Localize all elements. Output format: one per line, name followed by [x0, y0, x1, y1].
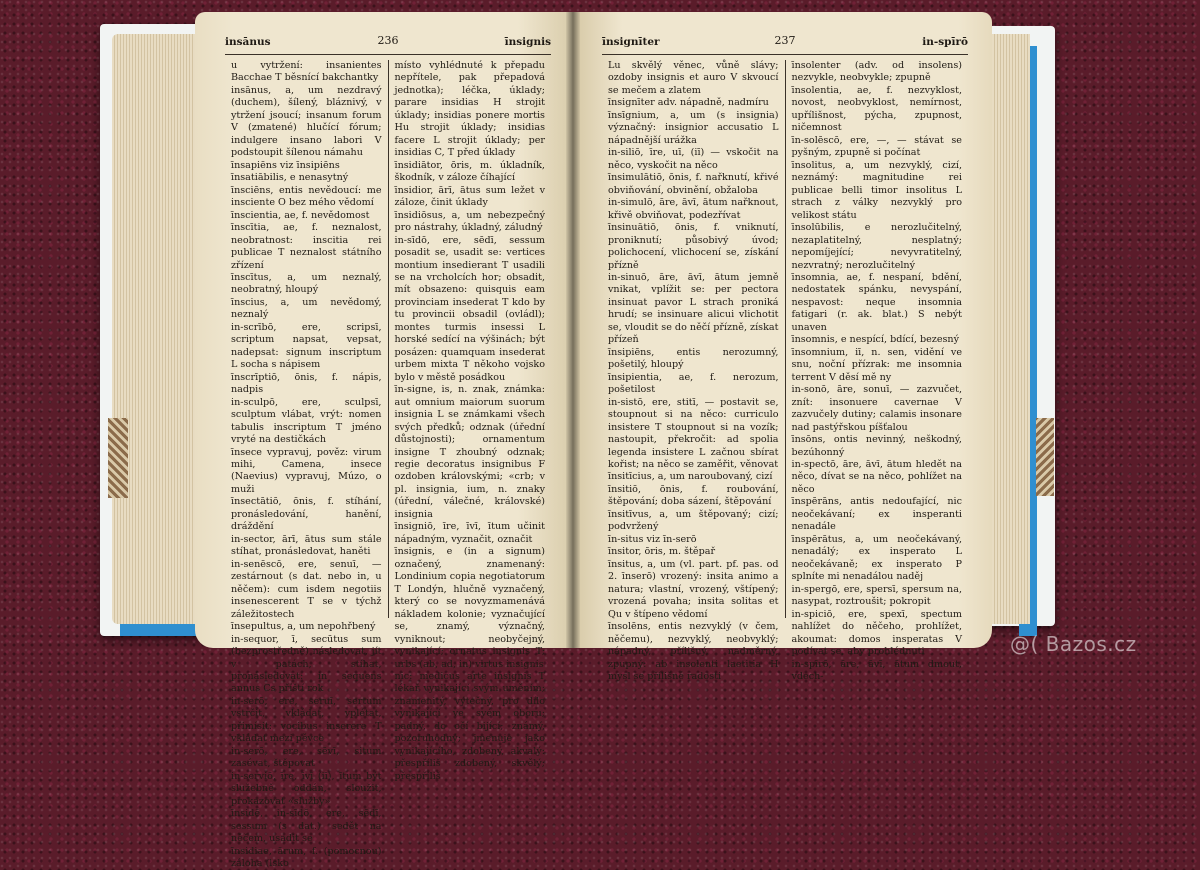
- left-page-header: [225, 34, 551, 52]
- right-page-column-1: [602, 60, 785, 682]
- dictionary-entry: īnsitīvus, a, um štěpovaný; cizí; podvržený: [608, 508, 779, 533]
- right-header-rule: [602, 54, 968, 55]
- dictionary-entry: in-serō, ere, sēvī, situm zasévat, štěpovat: [231, 745, 382, 770]
- dictionary-entry: īnsolentia, ae, f. nezvyklost, novost, neobvyklost, nemírnost, upřílišnost, pýcha, zpupnost, ničemnost: [791, 84, 962, 134]
- left-page-edges: [112, 34, 202, 624]
- dictionary-entry: īnsepultus, a, um nepohřbený: [231, 621, 376, 633]
- right-guide-word-last: in-spīrō: [922, 36, 968, 48]
- dictionary-entry: īnscītus, a, um neznalý, neobratný, hloupý: [231, 271, 382, 296]
- dictionary-entry: in-sculpō, ere, sculpsī, sculptum vlábat, vrýt: nomen tabulis inscriptum T jméno vryté na destičkách: [231, 396, 382, 446]
- dictionary-entry: īnsomnis, e nespící, bdící, bezesný: [791, 334, 960, 346]
- dictionary-entry: īnsece vypravuj, pověz: virum mihi, Camena, insece (Naevius) vypravuj, Múzo, o muži: [231, 446, 382, 495]
- dictionary-entry: in-serō, ere, seruī, sertum vstrčit, vkládat, vplétat, přimísit: vocibus inserere T vkládat mezi pěvce: [231, 695, 382, 745]
- dictionary-entry: īnscrīptiō, ōnis, f. nápis, nadpis: [231, 371, 382, 396]
- dictionary-entry: īnsigniō, īre, īvī, ītum učinit nápadným, vyznačit, označit: [394, 521, 545, 545]
- dictionary-entry: in-senēscō, ere, senuī, — zestárnout (s dat. nebo in, u něčem): cum isdem negotiis insenescerent T se v týchž záležitostech: [231, 558, 382, 620]
- watermark-text: Bazos.cz: [1045, 632, 1137, 656]
- dictionary-entry: īnspērāns, antis nedoufající, nic neočekávaní; ex insperanti nenadále: [791, 496, 962, 533]
- left-page-columns: [225, 60, 551, 869]
- left-page-column-2: [388, 60, 552, 782]
- dictionary-entry: in-sistō, ere, stitī, — postavit se, stoupnout si na něco: curriculo insistere T stoupnout si na vozík; nastoupit, překročit: ad spolia legenda insistere L začnou sbírat kořist; na něco se zaměřit, věnovat: [608, 396, 779, 470]
- dictionary-entry: in-siliō, īre, uī, (iī) — vskočit na něco, vyskočit na něco: [608, 147, 779, 171]
- dictionary-entry: īnsinuātiō, ōnis, f. vniknutí, proniknutí; působivý úvod; polichocení, vlichocení se, získání přízně: [608, 222, 779, 271]
- book-gutter-shadow: [566, 12, 580, 648]
- dictionary-entry: īnscītia, ae, f. neznalost, neobratnost: inscitia rei publicae T neznalost státního zřízení: [231, 222, 382, 271]
- dictionary-entry: īnsitīcius, a, um naroubovaný, cizí: [608, 471, 773, 483]
- dictionary-entry: īnsidiae, ārum, f. (pomocnou) záloha (lsko: [231, 845, 382, 869]
- dictionary-entry: īnsipientia, ae, f. nerozum, pošetilost: [608, 371, 779, 396]
- dictionary-entry: in-spergō, ere, spersī, spersum na, nasypat, roztroušit; pokropit: [791, 583, 962, 608]
- left-page: [195, 12, 575, 869]
- dictionary-entry: īnsolūbilis, e nerozlučitelný, nezaplatitelný, nesplatný; nepomíjející; nevyvratitelný, nezvratný; nerozlučitelný: [791, 222, 962, 271]
- dictionary-entry: nic: medicus arte insignis T lékař vynikající svým uměním; znamenitý, výtečný, pro dílo vynikající ve svém oboru; padný, do očí bijící; známý, pozoruhodný; jmenuje jako vynikajícího, zdobený, akvalý: přespříliš zdobený, skvělý; přespříliš: [394, 670, 545, 782]
- dictionary-entry: in-sonō, āre, sonuī, — zazvučet, znít: insonuere cavernae V zazvučely dutiny; calamis insonare nad pastýřskou píšťalou: [791, 384, 962, 433]
- dictionary-entry: īnsipiēns, entis nerozumný, pošetilý, hloupý: [608, 346, 779, 371]
- dictionary-entry: u vytržení: insanientes Bacchae T běsnící bakchantky: [231, 60, 382, 84]
- dictionary-entry: in-simulō, āre, āvī, ātum nařknout, křivě obviňovat, podezřívat: [608, 197, 779, 221]
- dictionary-entry: in-sinuō, āre, āvī, ātum jemně vnikat, vplížit se: per pectora insinuat pavor L strach proniká hrudí; se insinuare alicui vlichotit se, vloudit se do něčí přízně, získat přízeň: [608, 271, 779, 346]
- right-guide-word-first: īnsignīter: [602, 36, 660, 48]
- left-header-rule: [225, 54, 551, 55]
- dictionary-entry: īnsectātiō, ōnis, f. stíhání, pronásledování, hanění, dráždění: [231, 496, 382, 533]
- dictionary-entry: insānus, a, um nezdravý (duchem), šílený, bláznivý, v ytržení jsoucí; insanum forum V (zmatené) hlučící fórum; indulgere insano labori V podstoupit šílenou námahu: [231, 84, 382, 159]
- left-guide-word-first: insānus: [225, 36, 271, 48]
- dictionary-entry: īnsidior, ārī, ātus sum ležet v záloze, činit úklady: [394, 184, 545, 209]
- right-page-header: [602, 34, 968, 52]
- dictionary-entry: īnsatiābilis, e nenasytný: [231, 172, 349, 184]
- dictionary-entry: īnsciēns, entis nevědoucí: me insciente O bez mého vědomí: [231, 184, 382, 209]
- dictionary-entry: īnsīgnium, a, um (s insignia) význačný: insignior accusatio L nápadnější urážka: [608, 109, 779, 146]
- dictionary-entry: in-sīdō, ere, sēdī, sessum posadit se, usadit se: vertices montium insedierant T usadili se na vrcholcích hor; obsadit, mít obsazeno: quisquis eam provinciam insederat T kdo by tu provincii obsadil (ovládl); montes turmis insessi L horské sedící na výšinách; být posázen: quamquam insederat urbem mixta T někoho vojsko bylo v městě posádkou: [394, 234, 545, 383]
- dictionary-entry: in-sequor, ī, secūtus sum (bezprostředně) následovat, jít v patách, stíhat, pronásledovat: in sequens annus Cs příští rok: [231, 633, 382, 695]
- dictionary-entry: īnscius, a, um nevědomý, neznalý: [231, 296, 382, 321]
- dictionary-entry: īnsignis, e (in a signum) označený, znamenaný: Londinium copia negotiatorum T Londýn, hlučně vyznačený, který co se novyzmamenává nákladem kolonie; vyznačující se, znamý, význačný, vyniknout; neobyčejný, vynikající; ornatus insignis T; urbs (ab, ad, in) virtus insignis: [394, 546, 545, 670]
- dictionary-entry: īnsitus, a, um (vl. part. pf. pas. od 2. īnserō) vrozený: insita animo a natura; vlastní, vrozený, vštípený; vrozená povaha; insita solitas et Qu v štípeno vědomí: [608, 558, 779, 620]
- dictionary-entry: īn-situs viz īn-serō: [608, 533, 697, 545]
- dictionary-entry: īnsitiō, ōnis, f. roubování, štěpování; doba sázení, štěpování: [608, 483, 779, 508]
- left-guide-word-last: īnsignis: [504, 36, 551, 48]
- right-decorative-edge: [1036, 418, 1054, 496]
- dictionary-entry: īnsōns, ontis nevinný, neškodný, bezúhonný: [791, 434, 962, 458]
- dictionary-entry: in-sector, ārī, ātus sum stále stíhat, pronásledovat, haněti: [231, 533, 382, 558]
- dictionary-entry: Lu skvělý věnec, vůně slávy; ozdoby insignis et auro V skvoucí se mečem a zlatem: [608, 60, 779, 96]
- left-page-column-1: [225, 60, 388, 869]
- dictionary-entry: īnsignīter adv. nápadně, nadmíru: [608, 97, 769, 109]
- left-decorative-edge: [108, 418, 128, 498]
- dictionary-entry: īnsomnium, iī, n. sen, vidění ve snu, noční přízrak: me insomnia terrent V děsí mě ny: [791, 346, 962, 383]
- dictionary-entry: īnsidiōsus, a, um nebezpečný pro nástrahy, úkladný, záludný: [394, 209, 545, 234]
- right-page-column-2: [785, 60, 969, 682]
- dictionary-entry: īnsidiātor, ōris, m. úkladník, škodník, v záloze číhající: [394, 159, 545, 184]
- left-page-number: 236: [377, 34, 399, 47]
- dictionary-entry: īn-signe, is, n. znak, známka: aut omnium maiorum suorum insignia L se známkami všech svých předků; odznak (úřední důstojnosti); ornamentum insigne T zhoubný odznak; regie decoratus insignibus F ozdoben královskými; «crb; v pl. insignia, ium, n. znaky (úřední, válečné, královské) insignia: [394, 384, 545, 520]
- dictionary-entry: īnsitor, ōris, m. štěpař: [608, 546, 716, 558]
- watermark-logo-icon: @(: [1010, 632, 1039, 656]
- dictionary-entry: īnspērātus, a, um neočekávaný, nenadálý; ex insperato L neočekávaně; ex insperato P splníte mi nenadálou naděj: [791, 533, 962, 583]
- dictionary-entry: īnsimulātiō, ōnis, f. nařknutí, křivé obviňování, obvinění, obžaloba: [608, 172, 779, 196]
- right-page-number: 237: [774, 34, 796, 47]
- dictionary-entry: in-spectō, āre, āvī, ātum hledět na něco, dívat se na něco, pohlížet na něco: [791, 459, 962, 495]
- dictionary-entry: īnsolēns, entis nezvyklý (v čem, něčemu), nezvyklý, neobvyklý; nápadný, přílišný, nadměrný, zpupný: ab insolenti laetitia H mysl se přílišné radosti: [608, 621, 779, 682]
- dictionary-entry: īn-solēscō, ere, —, — stávat se pyšným, zpupně si počínat: [791, 134, 962, 159]
- dictionary-entry: īnscientia, ae, f. nevědomost: [231, 209, 370, 221]
- watermark: [1010, 632, 1137, 656]
- dictionary-entry: in-spīrō, āre, āvī, ātum dmout, vdech-: [791, 658, 962, 682]
- dictionary-entry: īnsapiēns viz īnsipiēns: [231, 159, 340, 171]
- dictionary-entry: in-spiciō, ere, spexī, spectum nahlížet do něčeho, prohlížet, akoumat: domos insperatas V podívat se, aby prohlédnuti: [791, 608, 962, 658]
- dictionary-entry: místo vyhlédnuté k přepadu nepřítele, pak přepadová jednotka); léčka, úklady; parare insidias H strojit úklady; insidias ponere mortis Hu strojit úklady; insidias facere L strojit úklady; per insidias C, T před úklady: [394, 60, 545, 159]
- dictionary-entry: īnsolenter (adv. od insolens) nezvykle, neobvykle; zpupně: [791, 60, 962, 84]
- dictionary-entry: īnsomnia, ae, f. nespaní, bdění, nedostatek spánku, nevyspání, nespavost: neque insomnia fatigari (r. ak. blat.) S nebýt unaven: [791, 271, 962, 333]
- dictionary-entry: in-serviō, īre, īvī (iī), ītum být služebně oddán, sloužit, prokazovat «služby»: [231, 770, 382, 807]
- right-page: [572, 12, 992, 682]
- right-page-columns: [602, 60, 968, 682]
- dictionary-entry: īnsolitus, a, um nezvyklý, cizí, neznámý: magnitudine rei publicae belli timor insolitus L strach z války nezvyklý pro velikost státu: [791, 159, 962, 221]
- dictionary-entry: īnsidē, in-sīdō, ere, sēdī, sessum (s dat.) sedět na něčem, usadit se: [231, 808, 382, 845]
- dictionary-entry: in-scrībō, ere, scripsī, scriptum napsat, vepsat, nadepsat: signum inscriptum L socha s nápisem: [231, 321, 382, 371]
